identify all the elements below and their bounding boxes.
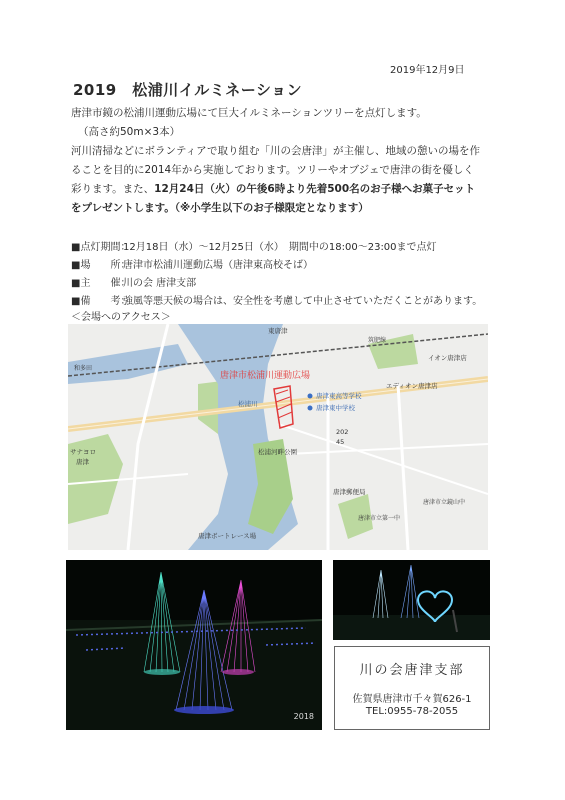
map-label-karatsu: 唐津 bbox=[76, 458, 89, 466]
info-row-note bbox=[71, 292, 482, 307]
intro-line-5-plain: 彩ります。また、 bbox=[71, 183, 155, 195]
venue-label: 唐津市松浦川運動広場 bbox=[220, 371, 311, 381]
intro-line-5-bold: 12月24日（火）の午後6時より先着500名のお子様へお菓子セット bbox=[154, 183, 476, 195]
info-key: ■備 考： bbox=[71, 296, 131, 307]
map-label-r202: 202 bbox=[336, 428, 349, 436]
map-label-post: 唐津郵便局 bbox=[333, 488, 366, 496]
info-value: 12月18日（水）～12月25日（水） 期間中の18:00～23:00まで点灯 bbox=[123, 242, 437, 253]
map-label-wakamiya: 和多田 bbox=[74, 365, 93, 372]
contact-address: 佐賀県唐津市千々賀626-1 bbox=[352, 694, 472, 705]
map-label-chikuhi: 筑肥線 bbox=[368, 337, 387, 344]
map-label-r45: 45 bbox=[336, 438, 345, 446]
info-key: ■点灯期間： bbox=[71, 242, 131, 253]
info-key: ■主 催： bbox=[71, 278, 131, 289]
map-label-aeon: イオン唐津店 bbox=[428, 354, 467, 362]
map-label-hito: 唐津ボートレース場 bbox=[198, 532, 257, 540]
map-label-zana: サナヨロ bbox=[70, 448, 96, 456]
intro-line-4: ることを目的に2014年から実施しております。ツリーやオブジェで唐津の街を優しく bbox=[71, 164, 474, 176]
page-title: 2019 松浦川イルミネーション bbox=[73, 81, 303, 99]
intro-line-1: 唐津市鏡の松浦川運動広場にて巨大イルミネーションツリーを点灯します。 bbox=[71, 107, 427, 119]
info-value: 強風等悪天候の場合は、安全性を考慮して中止させていただくことがあります。 bbox=[123, 296, 483, 307]
map-label-river: 松浦川 bbox=[238, 400, 258, 408]
contact-tel: TEL:0955-78-2055 bbox=[365, 706, 459, 717]
intro-line-5 bbox=[71, 180, 475, 199]
map-label-higashi: 東唐津 bbox=[268, 327, 288, 335]
info-row-period bbox=[71, 238, 437, 253]
intro-line-6: をプレゼントします。（※小学生以下のお子様限定となります） bbox=[71, 202, 369, 214]
map-label-ms: 唐津東中学校 bbox=[316, 404, 355, 412]
school-dot-ms bbox=[308, 406, 313, 411]
info-row-place bbox=[71, 256, 313, 271]
intro-line-2: （高さ約50m×3本） bbox=[78, 126, 181, 138]
info-key: ■場 所： bbox=[71, 260, 131, 271]
info-row-host bbox=[71, 274, 196, 289]
access-label: ＜会場へのアクセス＞ bbox=[71, 312, 171, 323]
access-map bbox=[68, 324, 488, 550]
map-label-park: 松浦河畔公園 bbox=[258, 448, 297, 456]
illumination-photo-heart bbox=[333, 560, 490, 640]
school-dot-hs bbox=[308, 394, 313, 399]
info-value: 川の会 唐津支部 bbox=[123, 278, 197, 289]
document-date: 2019年12月9日 bbox=[390, 65, 465, 76]
info-value: 唐津市松浦川運動広場（唐津東高校そば） bbox=[123, 260, 313, 271]
map-label-hs: 唐津東高等学校 bbox=[316, 392, 362, 400]
map-label-sch2: 唐津市立第一中 bbox=[358, 515, 401, 522]
intro-line-3: 河川清掃などにボランティアで取り組む「川の会唐津」が主催し、地域の憩いの場を作 bbox=[71, 145, 480, 157]
contact-box bbox=[334, 646, 490, 730]
contact-org: 川の会唐津支部 bbox=[359, 663, 465, 678]
map-label-nishi: 唐津市立鏡山中 bbox=[423, 499, 466, 506]
illumination-photo-main bbox=[66, 560, 322, 730]
map-label-edion: エディオン唐津店 bbox=[386, 382, 438, 390]
photo-year: 2018 bbox=[293, 712, 314, 721]
